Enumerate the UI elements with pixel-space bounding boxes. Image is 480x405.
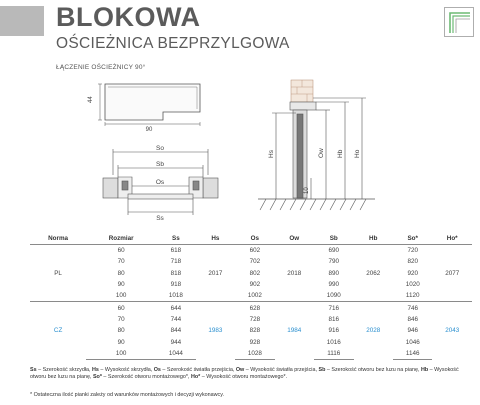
legend-description: – Wysokość światła przejścia,	[244, 367, 319, 373]
table-row	[30, 279, 472, 290]
hb-cell: 2062	[354, 245, 393, 302]
table-row	[30, 302, 472, 314]
os-cell: 702	[249, 258, 261, 266]
legend-description: – Wysokość otworu montażowego*.	[200, 374, 288, 381]
sb-cell: 790	[328, 258, 340, 266]
so-cell: 1120	[393, 290, 432, 302]
sb-cell: 816	[328, 315, 340, 323]
table-row	[30, 325, 472, 336]
os-cell: 902	[249, 281, 261, 289]
table-header-cell: Hs	[196, 233, 235, 245]
plan-label-sb: Sb	[156, 161, 164, 168]
legend-description: – Wysokość skrzydła,	[98, 367, 154, 373]
so-cell: 920	[407, 269, 418, 277]
elev-label-hs: Hs	[268, 150, 275, 158]
page-title: BLOKOWA	[56, 2, 201, 32]
elevation-drawing	[258, 80, 375, 210]
ss-cell: 1018	[156, 290, 195, 302]
so-cell: 720	[393, 245, 432, 257]
table-header-cell: Rozmiar	[86, 233, 156, 245]
os-cell: 828	[249, 327, 261, 335]
rozmiar-cell: 80	[117, 327, 125, 335]
table-header-cell: Sb	[314, 233, 353, 245]
sb-cell: 1090	[314, 290, 353, 302]
os-cell: 928	[249, 338, 261, 346]
rozmiar-cell: 100	[86, 348, 156, 360]
ow-cell: 2018	[275, 245, 314, 302]
ss-cell: 944	[170, 338, 182, 346]
ss-cell: 918	[170, 281, 182, 289]
joint-section-label: ŁĄCZENIE OŚCIEŻNICY 90°	[56, 64, 146, 71]
plan-label-so: So	[156, 145, 164, 152]
rozmiar-cell: 80	[117, 269, 125, 277]
table-row	[30, 256, 472, 267]
table-header-cell: So*	[393, 233, 432, 245]
rozmiar-cell: 60	[86, 302, 156, 314]
elev-label-hb: Hb	[337, 149, 344, 158]
rozmiar-cell: 70	[117, 258, 125, 266]
legend-description: – Wysokość otworu bez luzu na pianę,	[30, 367, 459, 381]
sb-cell: 1016	[326, 338, 341, 346]
sb-cell: 1116	[314, 348, 353, 360]
sb-cell: 990	[328, 281, 340, 289]
table-row	[30, 268, 472, 279]
norma-cell: PL	[30, 245, 86, 302]
table-row	[30, 336, 472, 347]
elev-label-ow: Ow	[318, 148, 325, 158]
dimensions-table	[30, 233, 472, 360]
legend-key: Ho*	[190, 374, 201, 381]
elev-label-10: 10	[304, 187, 310, 194]
legend-description: – Szerokość światła przejścia,	[160, 367, 236, 373]
ho-cell: 2077	[432, 245, 472, 302]
table-row	[30, 290, 472, 302]
ss-cell: 618	[156, 245, 195, 257]
table-header-cell: Ow	[275, 233, 314, 245]
legend-key: Sb	[318, 367, 326, 373]
so-cell: 1146	[393, 348, 432, 360]
ss-cell: 718	[170, 258, 182, 266]
rozmiar-cell: 90	[117, 338, 125, 346]
ss-cell: 844	[170, 327, 182, 335]
legend-key: Ss	[30, 367, 37, 373]
legend-key: Hs	[92, 367, 99, 373]
hb-cell: 2028	[354, 302, 393, 359]
legend-description: – Szerokość otworu montażowego*,	[101, 374, 191, 381]
so-cell: 1046	[405, 338, 420, 346]
legend-text	[30, 367, 472, 381]
legend-key: So*	[92, 374, 102, 381]
os-cell: 728	[249, 315, 261, 323]
legend-key: Ow	[235, 367, 245, 373]
page-subtitle: OŚCIEŻNICA BEZPRZYLGOWA	[56, 35, 290, 52]
plan-label-os: Os	[155, 179, 165, 186]
rozmiar-cell: 70	[117, 315, 125, 323]
legend-description: – Szerokość skrzydła,	[36, 367, 93, 373]
so-cell: 746	[393, 302, 432, 314]
legend-key: Os	[153, 367, 161, 373]
rozmiar-cell: 90	[117, 281, 125, 289]
so-cell: 1020	[405, 281, 420, 289]
norma-cell: CZ	[30, 302, 86, 359]
table-row	[30, 245, 472, 257]
profile-width-dim: 90	[145, 127, 153, 133]
rozmiar-cell: 60	[86, 245, 156, 257]
table-row	[30, 314, 472, 325]
sb-cell: 916	[328, 327, 340, 335]
ss-cell: 644	[156, 302, 195, 314]
table-header-cell: Os	[235, 233, 274, 245]
hs-cell: 2017	[196, 245, 235, 302]
sb-cell: 890	[328, 269, 340, 277]
ss-cell: 744	[170, 315, 182, 323]
table-row	[30, 348, 472, 360]
table-header-cell: Ho*	[432, 233, 472, 245]
rozmiar-cell: 100	[86, 290, 156, 302]
sb-cell: 690	[314, 245, 353, 257]
table-header-cell: Ss	[156, 233, 195, 245]
legend-key: Hb	[420, 367, 429, 373]
os-cell: 602	[235, 245, 274, 257]
os-cell: 802	[249, 269, 261, 277]
so-cell: 846	[407, 315, 418, 323]
ho-cell: 2043	[432, 302, 472, 359]
frame-profile-drawing	[98, 84, 200, 126]
ss-cell: 818	[170, 269, 182, 277]
table-header-row	[30, 233, 472, 245]
table-header-cell: Hb	[354, 233, 393, 245]
os-cell: 1002	[235, 290, 274, 302]
elev-label-ho: Ho	[354, 149, 361, 158]
ss-cell: 1044	[156, 348, 195, 360]
hs-cell: 1983	[196, 302, 235, 359]
legend-description: – Szerokość otworu bez luzu na pianę,	[325, 367, 421, 373]
so-cell: 946	[407, 327, 418, 335]
ow-cell: 1984	[275, 302, 314, 359]
footnote: * Ostateczna ilość pianki zależy od warunków montażowych i decyzji wykonawcy.	[30, 392, 225, 398]
sb-cell: 716	[314, 302, 353, 314]
table-body	[30, 245, 472, 360]
table-header-cell: Norma	[30, 233, 86, 245]
os-cell: 628	[235, 302, 274, 314]
plan-label-ss: Ss	[156, 215, 164, 222]
profile-height-dim: 44	[88, 96, 94, 103]
so-cell: 820	[407, 258, 418, 266]
os-cell: 1028	[235, 348, 274, 360]
